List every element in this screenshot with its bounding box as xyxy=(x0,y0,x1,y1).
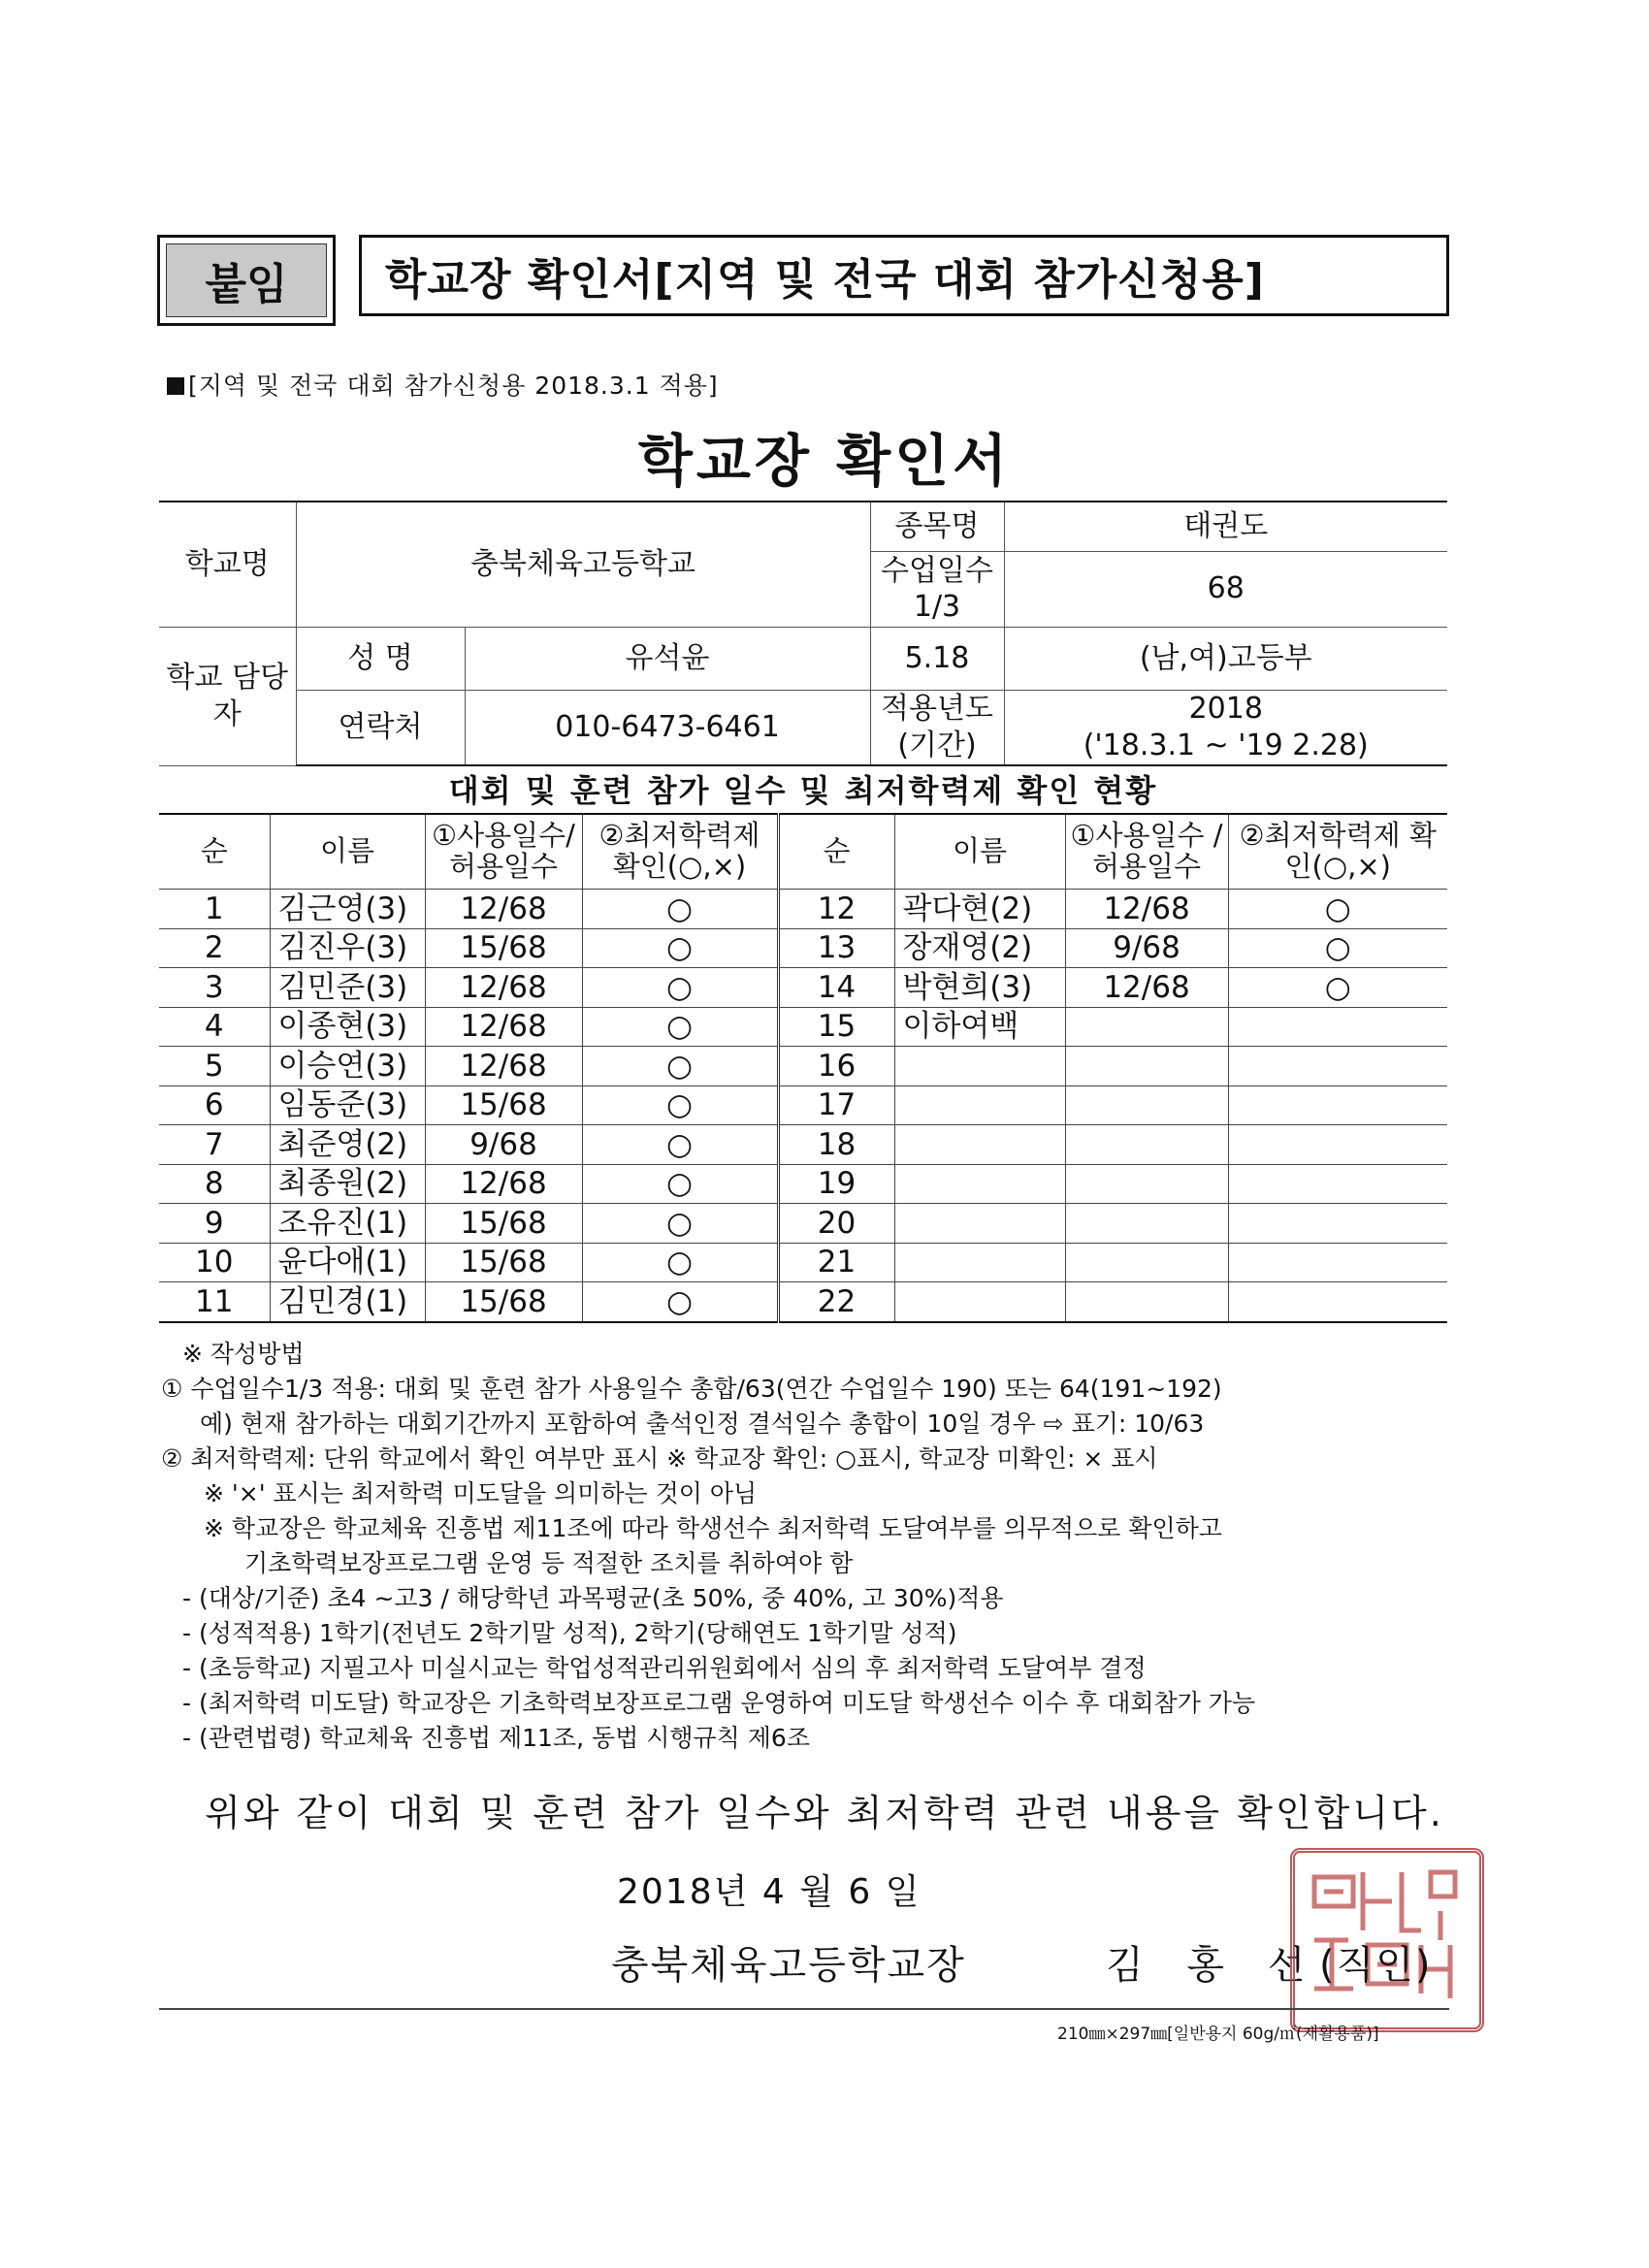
used-days-right xyxy=(1065,1007,1228,1047)
student-name-right: 박현희(3) xyxy=(894,968,1065,1008)
row-no: 8 xyxy=(159,1164,270,1204)
roster-table xyxy=(159,813,1447,1323)
student-name: 김진우(3) xyxy=(270,928,425,968)
student-name-right xyxy=(894,1243,1065,1282)
note-line: - (관련법령) 학교체육 진흥법 제11조, 동법 시행규칙 제6조 xyxy=(182,1724,810,1752)
row-no: 7 xyxy=(159,1125,270,1165)
min-academic-check: ○ xyxy=(582,1204,778,1244)
note-line: 예) 현재 참가하는 대회기간까지 포함하여 출석인정 결석일수 총합이 10일 경우 ⇨ 표기: 10/63 xyxy=(200,1409,1205,1438)
attachment-tag xyxy=(157,235,336,326)
roster-row xyxy=(159,1282,1447,1322)
row-no: 3 xyxy=(159,968,270,1008)
header-no: 순 xyxy=(159,814,270,890)
note-line: ① 수업일수1/3 적용: 대회 및 훈련 참가 사용일수 총합/63(연간 수업일수 190) 또는 64(191~192) xyxy=(161,1375,1222,1403)
min-academic-check: ○ xyxy=(582,1007,778,1047)
min-academic-check-right: ○ xyxy=(1228,968,1447,1008)
min-academic-check: ○ xyxy=(582,968,778,1008)
used-days: 9/68 xyxy=(425,1125,582,1165)
roster-row xyxy=(159,1047,1447,1086)
student-name: 김근영(3) xyxy=(270,890,425,929)
row-no-right: 19 xyxy=(778,1164,894,1204)
student-name: 김민준(3) xyxy=(270,968,425,1008)
signer-title: 충북체육고등학교장 xyxy=(611,1943,966,1988)
note-line: ② 최저학력제: 단위 학교에서 확인 여부만 표시 ※ 학교장 확인: ○표시, 학교장 미확인: × 표시 xyxy=(161,1444,1158,1473)
roster-header-row xyxy=(159,814,1447,890)
min-academic-check-right xyxy=(1228,1282,1447,1322)
student-name-right xyxy=(894,1204,1065,1244)
note-line: - (초등학교) 지필고사 미실시교는 학업성적관리위원회에서 심의 후 최저학력 도달여부 결정 xyxy=(182,1654,1147,1682)
used-days: 15/68 xyxy=(425,1204,582,1244)
min-academic-check: ○ xyxy=(582,1125,778,1165)
note-line: ※ 작성방법 xyxy=(182,1340,305,1368)
used-days-right xyxy=(1065,1164,1228,1204)
min-academic-check-right xyxy=(1228,1047,1447,1086)
signer-name: 김 홍 선 xyxy=(1106,1943,1321,1988)
roster-row xyxy=(159,1204,1447,1244)
header-days: ①사용일수/ 허용일수 xyxy=(425,814,582,890)
student-name-right: 장재영(2) xyxy=(894,928,1065,968)
code-value: 5.18 xyxy=(870,627,1004,690)
min-academic-check-right xyxy=(1228,1007,1447,1047)
year-text: 2018 xyxy=(1188,692,1263,727)
min-academic-check-right xyxy=(1228,1164,1447,1204)
row-no: 10 xyxy=(159,1243,270,1282)
row-no-right: 15 xyxy=(778,1007,894,1047)
min-academic-check: ○ xyxy=(582,1243,778,1282)
header-check-right: ②최저학력제 확인(○,×) xyxy=(1228,814,1447,890)
used-days-right: 12/68 xyxy=(1065,890,1228,929)
student-name-right xyxy=(894,1085,1065,1125)
sport-value: 태권도 xyxy=(1004,502,1447,551)
student-name-right: 이하여백 xyxy=(894,1007,1065,1047)
row-no-right: 20 xyxy=(778,1204,894,1244)
class-days-value: 68 xyxy=(1004,551,1447,627)
used-days: 15/68 xyxy=(425,928,582,968)
min-academic-check: ○ xyxy=(582,890,778,929)
used-days-right xyxy=(1065,1047,1228,1086)
student-name-right xyxy=(894,1125,1065,1165)
row-no: 9 xyxy=(159,1204,270,1244)
student-name-right xyxy=(894,1282,1065,1322)
phone-value: 010-6473-6461 xyxy=(465,690,870,765)
used-days: 12/68 xyxy=(425,890,582,929)
period-text: ('18.3.1 ~ '19 2.28) xyxy=(1083,728,1369,762)
form-subtitle xyxy=(167,367,719,402)
attachment-tag-label: 붙임 xyxy=(166,243,327,317)
student-name: 이승연(3) xyxy=(270,1047,425,1086)
used-days: 15/68 xyxy=(425,1085,582,1125)
class-days-label: 수업일수 1/3 xyxy=(870,551,1004,627)
header-title: 학교장 확인서[지역 및 전국 대회 참가신청용] xyxy=(359,235,1449,316)
used-days-right xyxy=(1065,1204,1228,1244)
year-value xyxy=(1004,690,1447,765)
instructions-notes xyxy=(161,1337,1461,1756)
school-name-label: 학교명 xyxy=(159,502,296,627)
note-line: ※ '×' 표시는 최저학력 미도달을 의미하는 것이 아님 xyxy=(204,1479,758,1507)
row-no-right: 12 xyxy=(778,890,894,929)
header-check: ②최저학력제 확인(○,×) xyxy=(582,814,778,890)
student-name: 임동준(3) xyxy=(270,1085,425,1125)
used-days: 15/68 xyxy=(425,1282,582,1322)
min-academic-check-right: ○ xyxy=(1228,928,1447,968)
min-academic-check-right: ○ xyxy=(1228,890,1447,929)
used-days-right xyxy=(1065,1243,1228,1282)
school-info-table xyxy=(159,501,1447,766)
form-subtitle-text: [지역 및 전국 대회 참가신청용 2018.3.1 적용] xyxy=(188,372,719,400)
row-no: 6 xyxy=(159,1085,270,1125)
used-days: 12/68 xyxy=(425,1164,582,1204)
contact-person-label: 학교 담당자 xyxy=(159,627,296,765)
person-name-label: 성 명 xyxy=(296,627,465,690)
row-no-right: 13 xyxy=(778,928,894,968)
note-line: ※ 학교장은 학교체육 진흥법 제11조에 따라 학생선수 최저학력 도달여부를 의무적으로 확인하고 xyxy=(204,1514,1222,1542)
note-line: - (최저학력 미도달) 학교장은 기초학력보장프로그램 운영하여 미도달 학생선수 이수 후 대회참가 가능 xyxy=(182,1689,1256,1717)
used-days-right xyxy=(1065,1282,1228,1322)
used-days: 12/68 xyxy=(425,1047,582,1086)
division-value: (남,여)고등부 xyxy=(1004,627,1447,690)
note-line: - (성적적용) 1학기(전년도 2학기말 성적), 2학기(당해연도 1학기말 성적) xyxy=(182,1619,957,1647)
note-line: - (대상/기준) 초4 ~고3 / 해당학년 과목평균(초 50%, 중 40%, 고 30%)적용 xyxy=(182,1584,1004,1612)
issue-date: 2018년 4 월 6 일 xyxy=(617,1872,922,1912)
roster-row xyxy=(159,1085,1447,1125)
row-no-right: 21 xyxy=(778,1243,894,1282)
student-name-right: 곽다현(2) xyxy=(894,890,1065,929)
student-name-right xyxy=(894,1164,1065,1204)
min-academic-check: ○ xyxy=(582,1282,778,1322)
student-name: 윤다애(1) xyxy=(270,1243,425,1282)
row-no-right: 22 xyxy=(778,1282,894,1322)
row-no: 2 xyxy=(159,928,270,968)
note-line: 기초학력보장프로그램 운영 등 적절한 조치를 취하여야 함 xyxy=(244,1549,854,1577)
student-name: 최종원(2) xyxy=(270,1164,425,1204)
roster-row xyxy=(159,1243,1447,1282)
phone-label: 연락처 xyxy=(296,690,465,765)
row-no-right: 17 xyxy=(778,1085,894,1125)
header-days-right: ①사용일수 /허용일수 xyxy=(1065,814,1228,890)
row-no-right: 16 xyxy=(778,1047,894,1086)
student-name: 조유진(1) xyxy=(270,1204,425,1244)
used-days: 12/68 xyxy=(425,968,582,1008)
roster-row xyxy=(159,1125,1447,1165)
student-name: 김민경(1) xyxy=(270,1282,425,1322)
roster-row xyxy=(159,1164,1447,1204)
header-name: 이름 xyxy=(270,814,425,890)
roster-row xyxy=(159,1007,1447,1047)
min-academic-check-right xyxy=(1228,1085,1447,1125)
row-no: 4 xyxy=(159,1007,270,1047)
used-days-right xyxy=(1065,1085,1228,1125)
school-name-value: 충북체육고등학교 xyxy=(296,502,870,627)
min-academic-check: ○ xyxy=(582,1085,778,1125)
header-name-right: 이름 xyxy=(894,814,1065,890)
document-title: 학교장 확인서 xyxy=(637,428,1012,494)
student-name: 이종현(3) xyxy=(270,1007,425,1047)
min-academic-check: ○ xyxy=(582,928,778,968)
min-academic-check-right xyxy=(1228,1125,1447,1165)
student-name: 최준영(2) xyxy=(270,1125,425,1165)
roster-row xyxy=(159,968,1447,1008)
header-no-right: 순 xyxy=(778,814,894,890)
min-academic-check-right xyxy=(1228,1243,1447,1282)
row-no-right: 18 xyxy=(778,1125,894,1165)
row-no: 1 xyxy=(159,890,270,929)
roster-row xyxy=(159,928,1447,968)
row-no: 5 xyxy=(159,1047,270,1086)
row-no-right: 14 xyxy=(778,968,894,1008)
used-days-right xyxy=(1065,1125,1228,1165)
footer-divider xyxy=(159,2008,1449,2010)
min-academic-check-right xyxy=(1228,1204,1447,1244)
sport-label: 종목명 xyxy=(870,502,1004,551)
used-days-right: 9/68 xyxy=(1065,928,1228,968)
status-section-title: 대회 및 훈련 참가 일수 및 최저학력제 확인 현황 xyxy=(448,772,1158,809)
min-academic-check: ○ xyxy=(582,1164,778,1204)
used-days: 12/68 xyxy=(425,1007,582,1047)
used-days-right: 12/68 xyxy=(1065,968,1228,1008)
year-label: 적용년도 (기간) xyxy=(870,690,1004,765)
student-name-right xyxy=(894,1047,1065,1086)
confirmation-statement: 위와 같이 대회 및 훈련 참가 일수와 최저학력 관련 내용을 확인합니다. xyxy=(205,1792,1444,1834)
row-no: 11 xyxy=(159,1282,270,1322)
square-bullet-icon xyxy=(167,377,184,395)
min-academic-check: ○ xyxy=(582,1047,778,1086)
roster-row xyxy=(159,890,1447,929)
used-days: 15/68 xyxy=(425,1243,582,1282)
person-name-value: 유석윤 xyxy=(465,627,870,690)
seal-label: (직인) xyxy=(1319,1943,1433,1988)
paper-spec-footer: 210㎜×297㎜[일반용지 60g/㎡(재활용품)] xyxy=(1057,2025,1379,2044)
